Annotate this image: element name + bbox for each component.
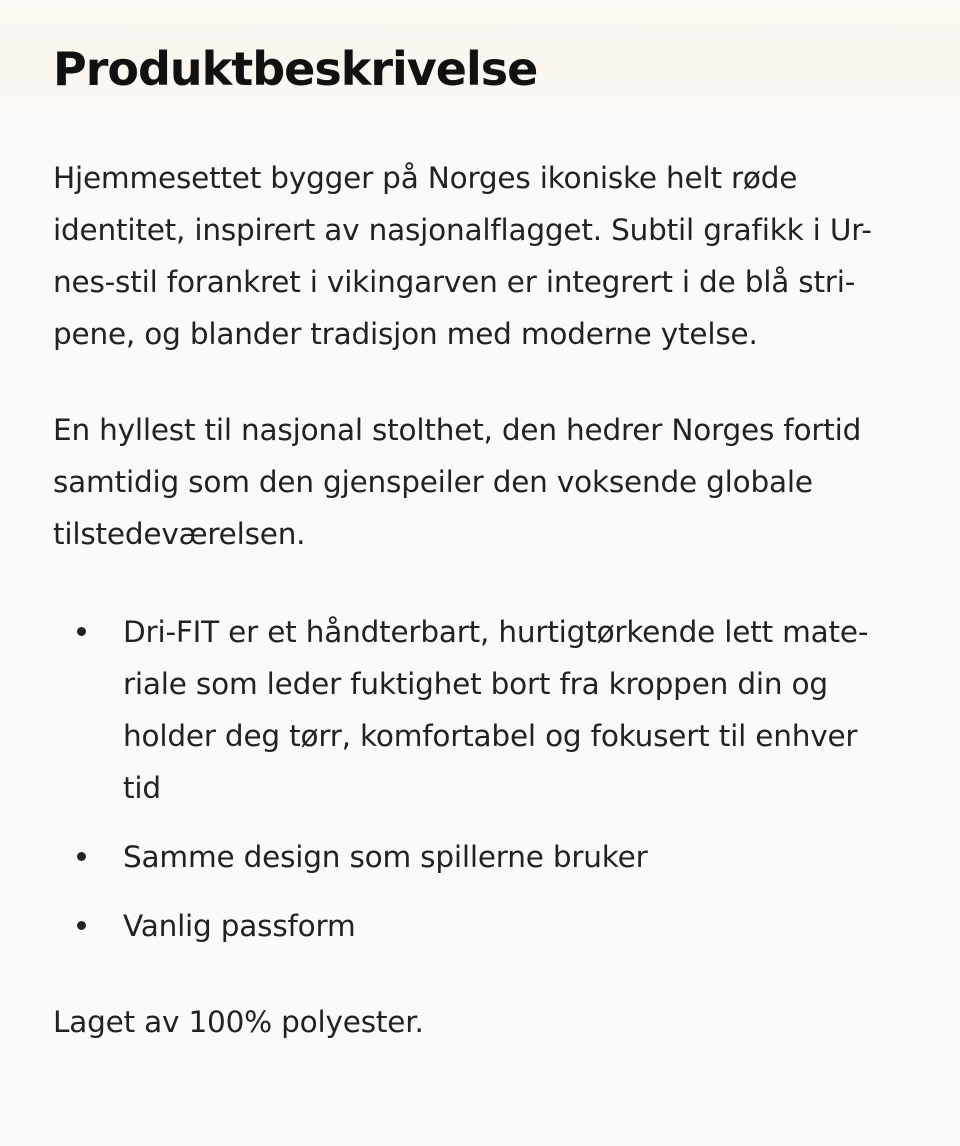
bullet-icon xyxy=(77,852,86,861)
text-line: nes-stil forankret i vikingarven er integrert i de blå stri- xyxy=(53,265,856,299)
text-line: Hjemmesettet bygger på Norges ikoniske helt røde xyxy=(53,161,798,195)
feature-item-dri-fit xyxy=(53,606,903,814)
text-line: identitet, inspirert av nasjonalflagget. Subtil grafikk i Ur- xyxy=(53,213,872,247)
bullet-icon xyxy=(77,921,86,930)
text-line: holder deg tørr, komfortabel og fokusert til enhver xyxy=(123,719,858,753)
text-line: tilstedeværelsen. xyxy=(53,517,306,551)
text-line: tid xyxy=(123,771,161,805)
text-line: riale som leder fuktighet bort fra kroppen din og xyxy=(123,667,828,701)
bullet-icon xyxy=(77,627,86,636)
text-line: Samme design som spillerne bruker xyxy=(123,840,648,874)
section-title: Produktbeskrivelse xyxy=(53,42,538,96)
text-line: samtidig som den gjenspeiler den voksende globale xyxy=(53,465,813,499)
feature-item-same-design xyxy=(53,831,903,883)
feature-item-fit xyxy=(53,900,903,952)
material-info: Laget av 100% polyester. xyxy=(53,1005,424,1039)
text-line: En hyllest til nasjonal stolthet, den hedrer Norges fortid xyxy=(53,413,862,447)
description-paragraph-2 xyxy=(53,404,903,560)
text-line: Vanlig passform xyxy=(123,909,356,943)
description-paragraph-1 xyxy=(53,152,903,360)
product-description-section xyxy=(53,38,903,1039)
text-line: pene, og blander tradisjon med moderne ytelse. xyxy=(53,317,758,351)
feature-list xyxy=(53,606,903,952)
text-line: Dri-FIT er et håndterbart, hurtigtørkende lett mate- xyxy=(123,615,869,649)
